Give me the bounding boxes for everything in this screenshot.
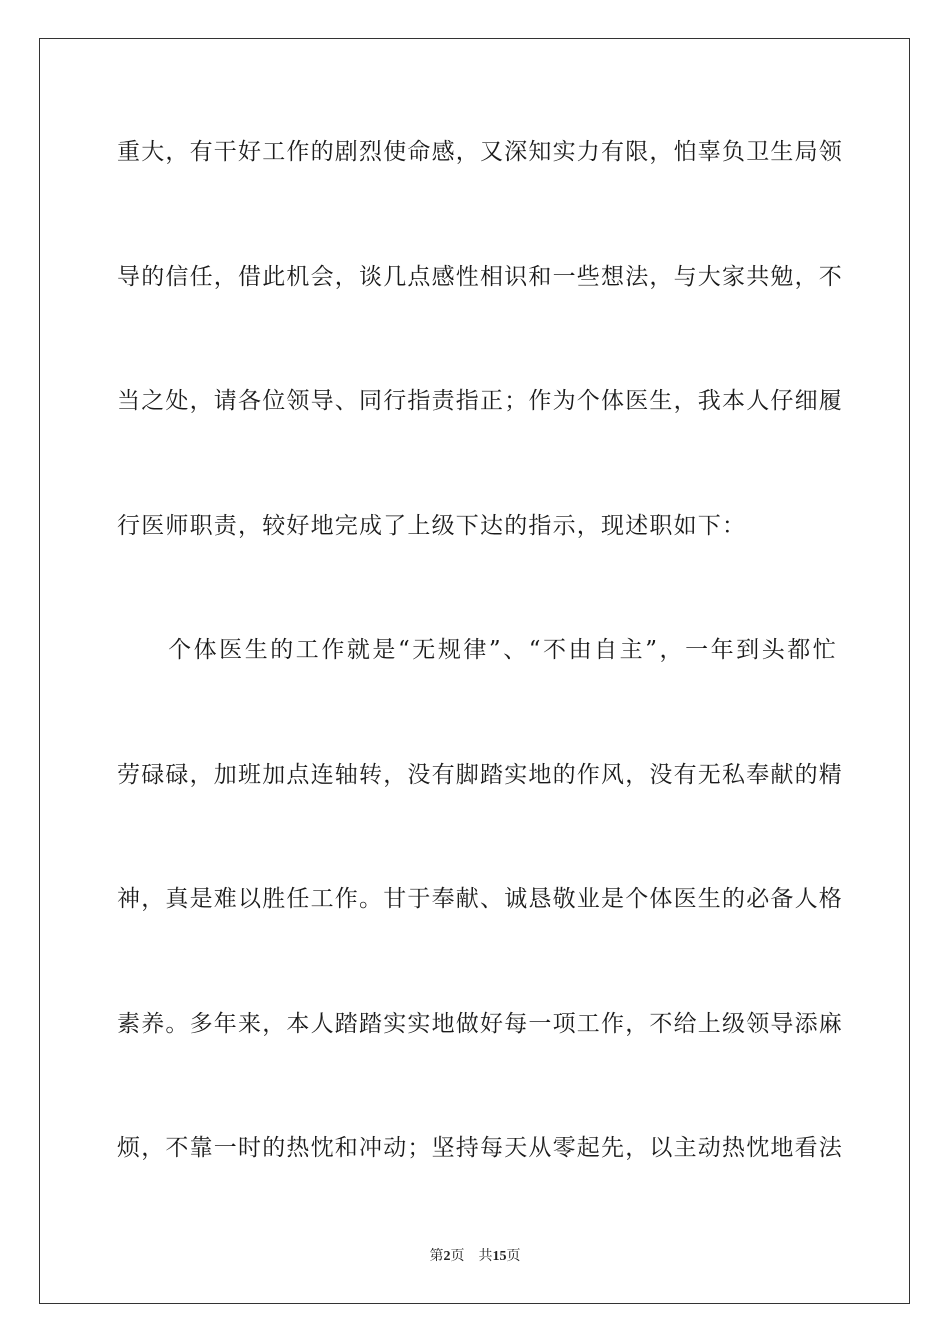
paragraph-line: 素养。多年来，本人踏踏实实地做好每一项工作，不给上级领导添麻 (117, 1011, 843, 1037)
page-footer (0, 1247, 950, 1266)
total-pages: 15 (492, 1249, 507, 1264)
paragraph-line: 当之处，请各位领导、同行指责指正；作为个体医生，我本人仔细履 (117, 388, 843, 414)
paragraph-line: 神，真是难以胜任工作。甘于奉献、诚恳敬业是个体医生的必备人格 (117, 886, 843, 912)
page-border (39, 38, 910, 1304)
paragraph-line: 重大，有干好工作的剧烈使命感，又深知实力有限，怕辜负卫生局领 (117, 139, 843, 165)
paragraph-line: 行医师职责，较好地完成了上级下达的指示，现述职如下： (117, 513, 747, 539)
paragraph-line: 烦，不靠一时的热忱和冲动；坚持每天从零起先，以主动热忱地看法 (117, 1135, 843, 1161)
total-suffix: 页 (506, 1248, 521, 1264)
page-suffix: 页 (450, 1248, 465, 1264)
paragraph-line: 劳碌碌，加班加点连轴转，没有脚踏实地的作风，没有无私奉献的精 (117, 762, 843, 788)
paragraph-line: 个体医生的工作就是“无规律”、“不由自主”，一年到头都忙 (117, 637, 837, 663)
page-prefix: 第 (429, 1248, 444, 1264)
page-number: 2 (443, 1249, 451, 1264)
paragraph-line: 导的信任，借此机会，谈几点感性相识和一些想法，与大家共勉，不 (117, 264, 843, 290)
total-prefix: 共 (478, 1248, 493, 1264)
